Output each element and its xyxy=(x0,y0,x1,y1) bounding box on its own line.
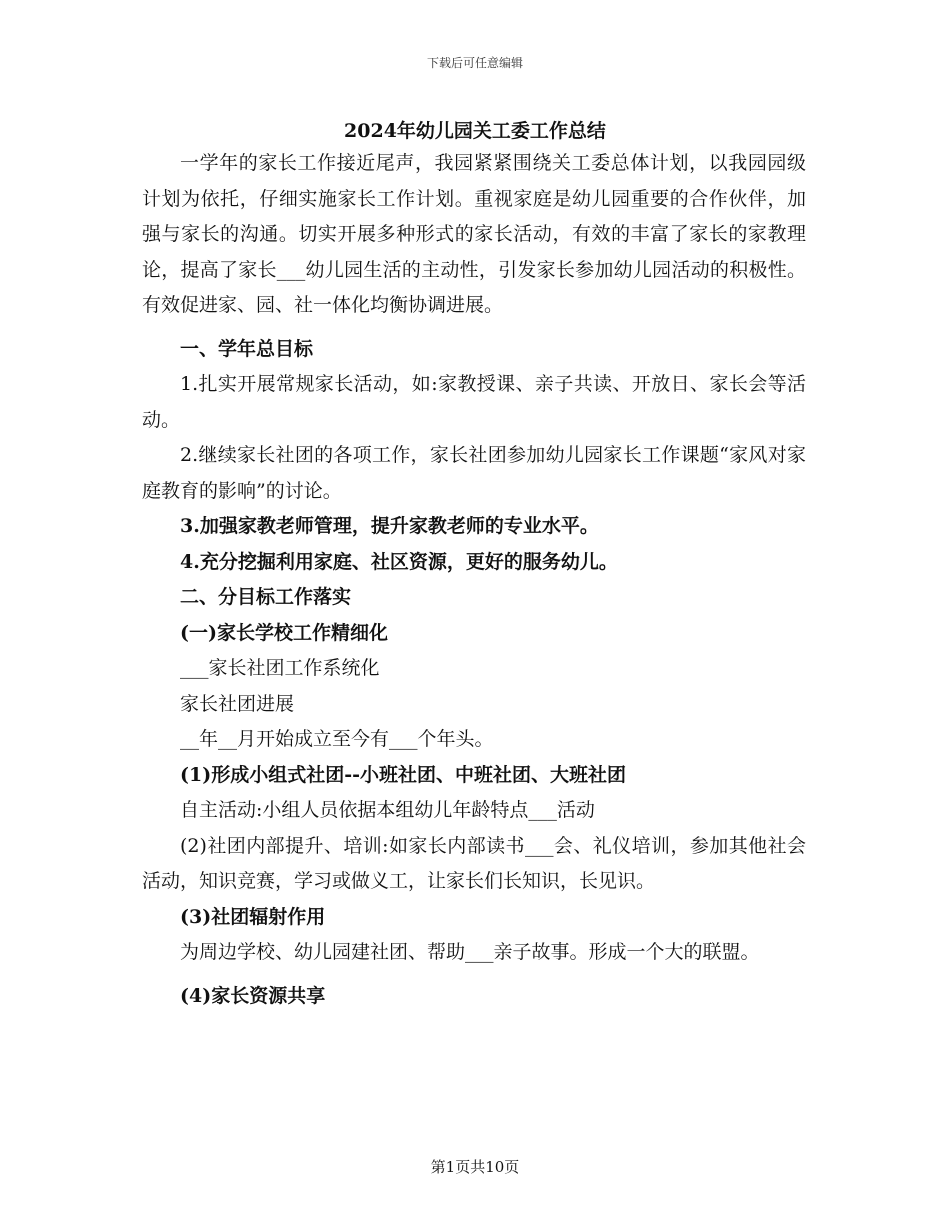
goal-item-3: 3.加强家教老师管理，提升家教老师的专业水平。 xyxy=(180,515,599,537)
item-paragraph-3: 为周边学校、幼儿园建社团、帮助___亲子故事。形成一个大的联盟。 xyxy=(180,941,760,963)
item-heading-4: (4)家长资源共享 xyxy=(180,984,326,1007)
page-header-note: 下载后可任意编辑 xyxy=(426,56,523,70)
body-line: __年__月开始成立至今有___个年头。 xyxy=(180,728,494,750)
document-title: 2024年幼儿园关工委工作总结 xyxy=(344,120,606,142)
intro-paragraph: 一学年的家长工作接近尾声，我园紧紧围绕关工委总体计划，以我园园级计划为依托，仔细实施家长工作计划。重视家庭是幼儿园重要的合作伙伴，加强与家长的沟通。切实开展多种形式的家长活动，有效的丰富了家长的家教理论，提高了家长___幼儿园生活的主动性，引发家长参加幼儿园活动的积极性。有效促进家、园、社一体化均衡协调进展。 xyxy=(142,152,806,316)
page-indicator: 第1页共10页 xyxy=(430,1158,520,1176)
section-heading-2: 二、分目标工作落实 xyxy=(180,586,352,608)
subsection-heading-1: (一)家长学校工作精细化 xyxy=(180,621,388,644)
document-body xyxy=(142,146,806,1014)
section-heading-1: 一、学年总目标 xyxy=(180,337,314,360)
goal-item-4: 4.充分挖掘利用家庭、社区资源，更好的服务幼儿。 xyxy=(180,550,618,573)
item-paragraph-2: (2)社团内部提升、培训:如家长内部读书___会、礼仪培训，参加其他社会活动，知识竞赛，学习或做义工，让家长们长知识，长见识。 xyxy=(142,834,806,892)
body-line: 自主活动:小组人员依据本组幼儿年龄特点___活动 xyxy=(180,799,595,821)
item-heading-1: (1)形成小组式社团--小班社团、中班社团、大班社团 xyxy=(180,763,626,786)
body-line: 家长社团进展 xyxy=(180,692,295,715)
item-heading-3: (3)社团辐射作用 xyxy=(180,905,326,928)
body-line: ___家长社团工作系统化 xyxy=(180,657,380,679)
goal-item-1: 1.扎实开展常规家长活动，如:家教授课、亲子共读、开放日、家长会等活动。 xyxy=(142,373,806,431)
goal-item-2: 2.继续家长社团的各项工作，家长社团参加幼儿园家长工作课题“家风对家庭教育的影响”的讨论。 xyxy=(142,444,806,502)
